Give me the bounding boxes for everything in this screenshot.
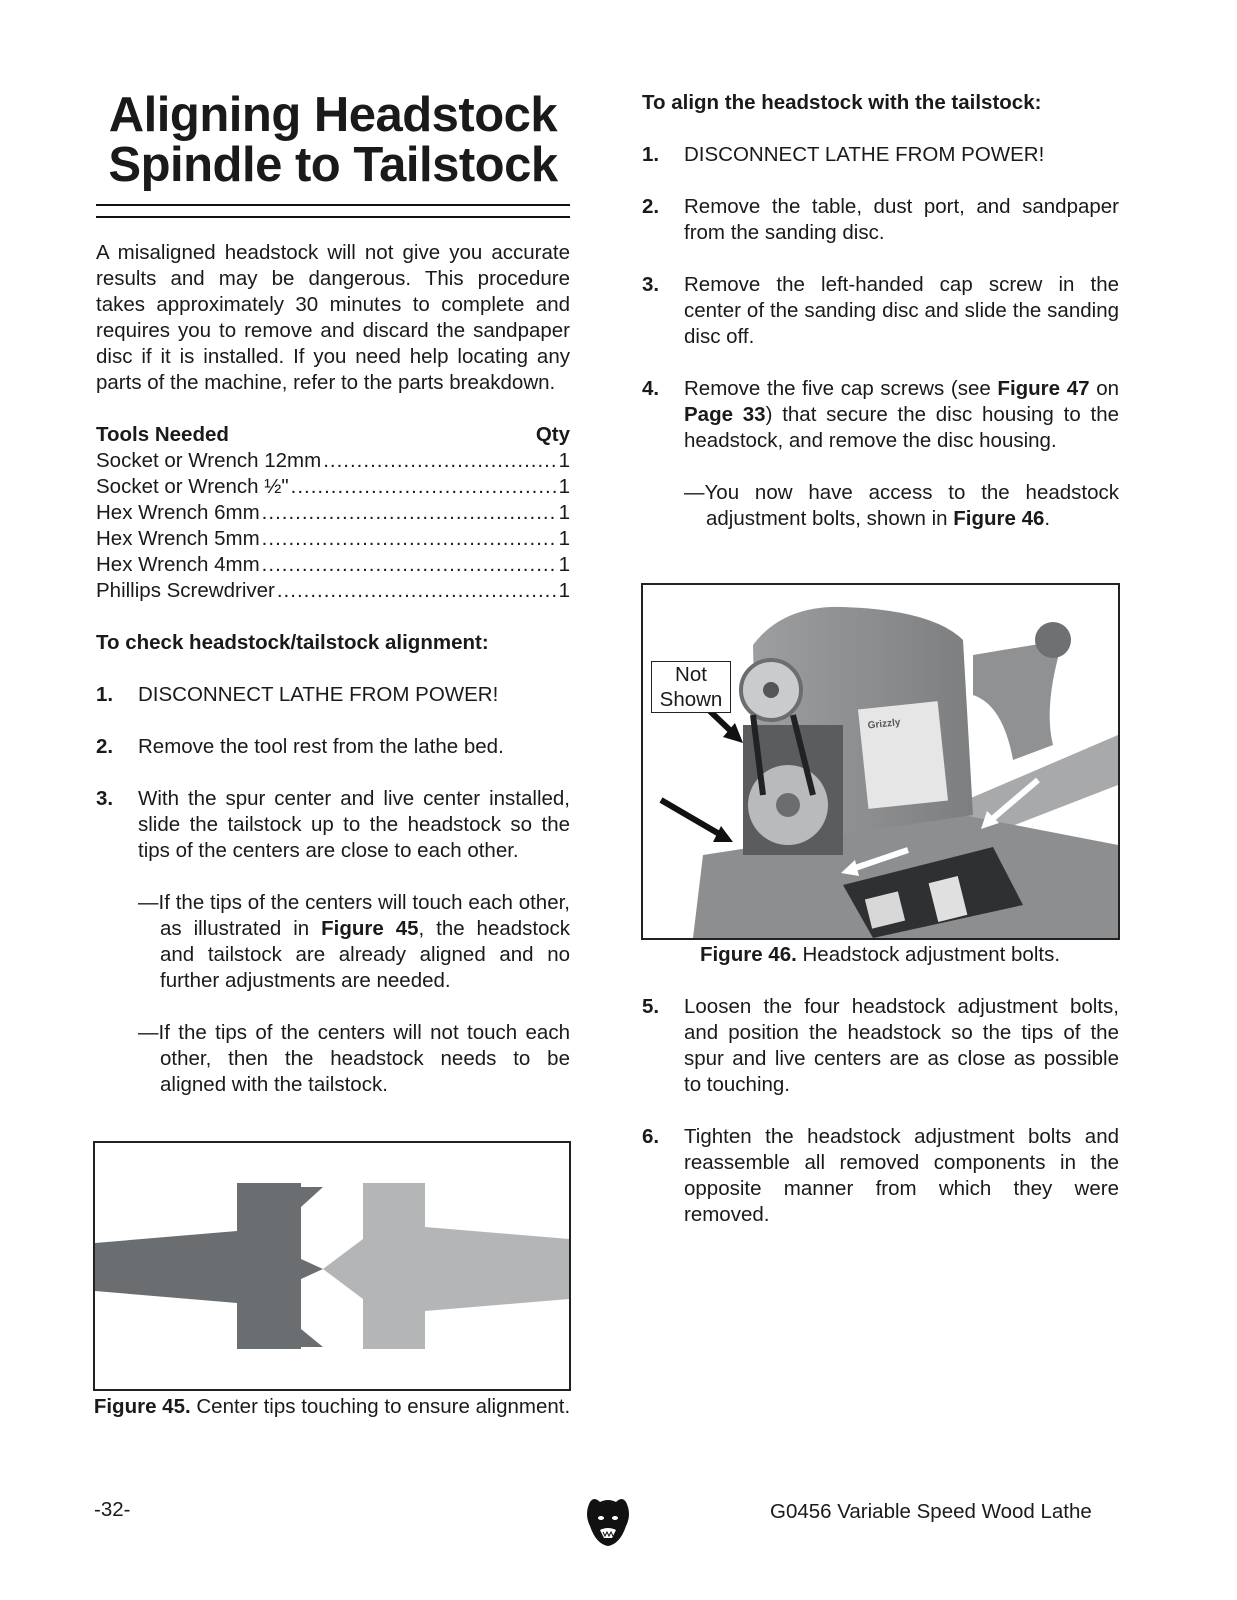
align-note: —You now have access to the headstock adjustment bolts, shown in Figure 46. — [684, 481, 1119, 530]
intro-paragraph: A misaligned headstock will not give you accurate results and may be dangerous. This procedure takes approximately 30 minutes to complete and requires you to remove and discard the sandpaper disc if it is installed. If you need help locating any parts of the machine, refer to the parts breakdown. — [96, 241, 570, 394]
check-step: 3. With the spur center and live center installed, slide the tailstock up to the headstock so the tips of the centers are close to each other. — [96, 787, 570, 862]
tailstock-quill — [425, 1227, 569, 1311]
align-step: 2. Remove the table, dust port, and sandpaper from the sanding disc. — [642, 195, 1119, 244]
figure-46-reference: Figure 46 — [953, 507, 1045, 530]
right-column — [642, 90, 1119, 532]
tailstock — [973, 640, 1063, 760]
figure-45-diagram — [93, 1141, 571, 1391]
figure-46-caption: Figure 46. Headstock adjustment bolts. — [699, 943, 1061, 966]
tool-row: Hex Wrench 4mm ..... 1 — [96, 552, 570, 578]
tools-header — [96, 422, 570, 448]
tool-row: Phillips Screwdriver ..... 1 — [96, 578, 570, 604]
live-center-tip — [323, 1239, 363, 1299]
center-tips-illustration — [95, 1143, 569, 1389]
spur-center — [237, 1183, 323, 1349]
tool-row: Socket or Wrench 12mm ..... 1 — [96, 448, 570, 474]
align-step: 6. Tighten the headstock adjustment bolts and reassemble all removed components in the opposite manner from which they were removed. — [642, 1125, 1119, 1226]
right-column-continued — [642, 968, 1119, 1228]
figure-46-label: Figure 46. — [699, 943, 797, 966]
tailstock-handwheel — [1035, 622, 1071, 658]
machine-label — [858, 701, 948, 809]
page-title: Aligning Headstock Spindle to Tailstock — [108, 88, 558, 192]
not-shown-callout: Not Shown — [651, 661, 731, 713]
spindle-hub — [763, 682, 779, 698]
product-name: G0456 Variable Speed Wood Lathe — [770, 1500, 1092, 1523]
align-step: 5. Loosen the four headstock adjustment bolts, and position the headstock so the tips of the spur and live centers are as close as possible to touching. — [642, 995, 1119, 1096]
figure-45-label: Figure 45. — [93, 1395, 191, 1418]
align-step: 4. Remove the five cap screws (see Figure 47 on Page 33) that secure the disc housing to the headstock, and remove the disc housing. — [642, 377, 1119, 452]
figure-45-reference: Figure 45 — [321, 917, 419, 940]
figure-46-photo — [641, 583, 1120, 940]
headstock-photo-illustration — [643, 585, 1118, 938]
tools-header-qty: Qty — [535, 423, 570, 446]
align-step: 1. DISCONNECT LATHE FROM POWER! — [642, 143, 1045, 166]
left-column — [96, 90, 570, 1098]
tools-list — [96, 448, 570, 604]
tool-row: Socket or Wrench ½" ..... 1 — [96, 474, 570, 500]
figure-45-caption: Figure 45. Center tips touching to ensure alignment. — [93, 1395, 571, 1418]
check-heading: To check headstock/tailstock alignment: — [96, 631, 489, 654]
live-center-body — [363, 1183, 425, 1349]
bear-logo-icon — [584, 1496, 632, 1548]
headstock-spindle-shaft — [95, 1231, 237, 1303]
pulley-hub — [776, 793, 800, 817]
check-note-misaligned: —If the tips of the centers will not touch each other, then the headstock needs to be aligned with the tailstock. — [138, 1021, 570, 1096]
figure-47-reference: Figure 47 — [997, 377, 1090, 400]
tools-header-name: Tools Needed — [96, 423, 229, 446]
page-number: -32- — [94, 1498, 131, 1521]
tool-row: Hex Wrench 6mm ..... 1 — [96, 500, 570, 526]
check-note-aligned: —If the tips of the centers will touch each other, as illustrated in Figure 45, the headstock and tailstock are already aligned and no further adjustments are needed. — [138, 891, 570, 992]
align-heading: To align the headstock with the tailstock: — [642, 91, 1042, 114]
tool-row: Hex Wrench 5mm ..... 1 — [96, 526, 570, 552]
title-rule — [96, 204, 570, 218]
check-step: 2. Remove the tool rest from the lathe bed. — [96, 735, 504, 758]
arrow-black-lower — [661, 800, 733, 842]
align-step: 3. Remove the left-handed cap screw in the center of the sanding disc and slide the sanding disc off. — [642, 273, 1119, 348]
grizzly-logo: Grizzly — [867, 717, 901, 732]
check-step: 1. DISCONNECT LATHE FROM POWER! — [96, 683, 499, 706]
page-33-reference: Page 33 — [684, 403, 766, 426]
